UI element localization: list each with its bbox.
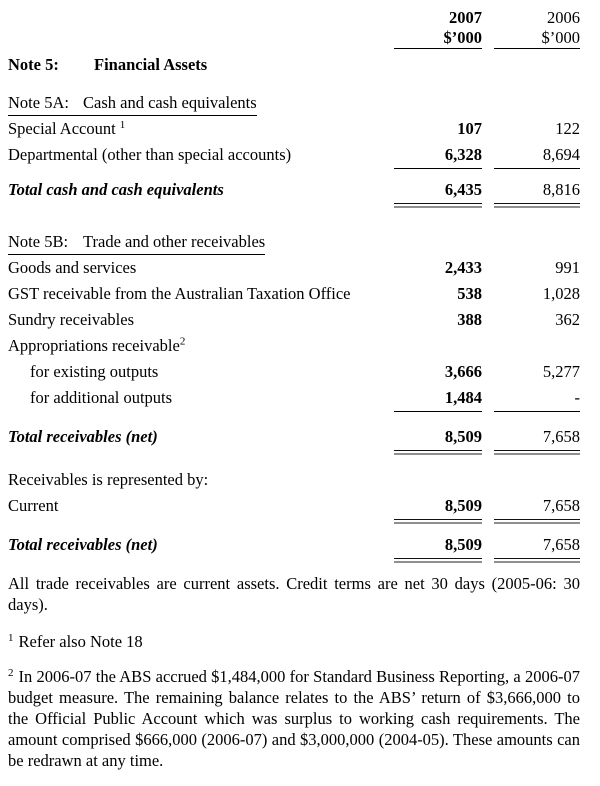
row-label: Appropriations receivable$^2$ — [8, 335, 186, 355]
column-year-header-row — [8, 8, 580, 28]
footnote-2-text: In 2006-07 the ABS accrued $1,484,000 for Standard Business Reporting, a 2006-07 budget measure. The remaining balance relates to the ABS’ return of $3,666,000 to the Official Public Account which was surplus to working cash requirements. The amount comprised $666,000 (2006-07) and $3,000,000 (2004-05). These amounts can be redrawn at any time. — [8, 667, 580, 770]
unit-header-2007: $’000 — [394, 28, 482, 49]
value-2007: 388 — [457, 310, 482, 329]
value-2006: 7,658 — [494, 532, 580, 559]
table-row-gst-receivable — [8, 281, 580, 307]
table-row-existing-outputs — [8, 359, 580, 385]
value-2007: 8,509 — [394, 424, 482, 451]
value-2007: 107 — [457, 119, 482, 138]
row-label: Current — [8, 496, 59, 515]
value-2006: 1,028 — [542, 284, 580, 303]
row-label: Departmental (other than special accounts) — [8, 145, 292, 164]
row-label: Goods and services — [8, 258, 137, 277]
column-header-2006: 2006 — [547, 8, 580, 27]
value-2006: 7,658 — [494, 493, 580, 520]
value-2006: 8,816 — [494, 177, 580, 204]
table-row-goods-services — [8, 255, 580, 281]
row-label: Sundry receivables — [8, 310, 134, 329]
value-2007: 2,433 — [444, 258, 482, 277]
footnote-1 — [8, 631, 580, 652]
value-2007: 538 — [457, 284, 482, 303]
footnote-ref-1: 1 — [119, 118, 126, 131]
value-2006: 991 — [555, 258, 580, 277]
table-row-total-receivables-2 — [8, 532, 580, 559]
value-2007: 6,328 — [394, 142, 482, 169]
value-2007: 6,435 — [394, 177, 482, 204]
table-row-sundry-receivables — [8, 307, 580, 333]
table-row-additional-outputs — [8, 385, 580, 412]
value-2006: 8,694 — [494, 142, 580, 169]
note5-heading — [8, 55, 580, 75]
table-row-total-cash — [8, 177, 580, 204]
table-row-special-account — [8, 116, 580, 142]
note5a-title: Cash and cash equivalents — [83, 93, 257, 112]
note5a-prefix: Note 5A: — [8, 93, 69, 112]
footnote-1-marker: 1 — [8, 631, 14, 644]
footnote-2 — [8, 666, 580, 771]
value-2006: 362 — [555, 310, 580, 329]
note5b-title: Trade and other receivables — [83, 232, 266, 251]
row-label: Total receivables (net) — [8, 535, 158, 554]
column-header-2007: 2007 — [449, 8, 482, 27]
table-row-departmental — [8, 142, 580, 169]
footnote-1-text: Refer also Note 18 — [18, 632, 143, 651]
footnote-ref-2: 2 — [179, 335, 186, 348]
row-label: GST receivable from the Australian Taxation Office — [8, 284, 351, 303]
credit-terms-paragraph: All trade receivables are current assets. Credit terms are net 30 days (2005-06: 30 days). — [8, 574, 580, 614]
value-2006: 5,277 — [542, 362, 580, 381]
row-label: for existing outputs — [30, 362, 159, 381]
row-label: Receivables is represented by: — [8, 470, 209, 489]
row-label: Special Account $^1$ — [8, 118, 126, 138]
note5b-heading — [8, 232, 580, 255]
value-2006: - — [494, 385, 580, 412]
note5b-prefix: Note 5B: — [8, 232, 69, 251]
value-2007: 8,509 — [394, 532, 482, 559]
note5-title: Financial Assets — [94, 55, 208, 74]
value-2007: 1,484 — [394, 385, 482, 412]
note5a-heading — [8, 93, 580, 116]
footnote-2-marker: 2 — [8, 666, 14, 679]
row-label: Total receivables (net) — [8, 427, 158, 446]
value-2006: 122 — [555, 119, 580, 138]
table-row-appropriations-receivable — [8, 333, 580, 359]
table-row-current — [8, 493, 580, 520]
value-2007: 8,509 — [394, 493, 482, 520]
unit-header-2006: $’000 — [494, 28, 580, 49]
value-2006: 7,658 — [494, 424, 580, 451]
column-unit-header-row — [8, 28, 580, 49]
value-2007: 3,666 — [444, 362, 482, 381]
note5-prefix: Note 5: — [8, 55, 59, 74]
table-row-total-receivables — [8, 424, 580, 451]
row-label: Total cash and cash equivalents — [8, 180, 224, 199]
table-row-represented-by — [8, 467, 580, 493]
row-label: for additional outputs — [30, 388, 173, 407]
